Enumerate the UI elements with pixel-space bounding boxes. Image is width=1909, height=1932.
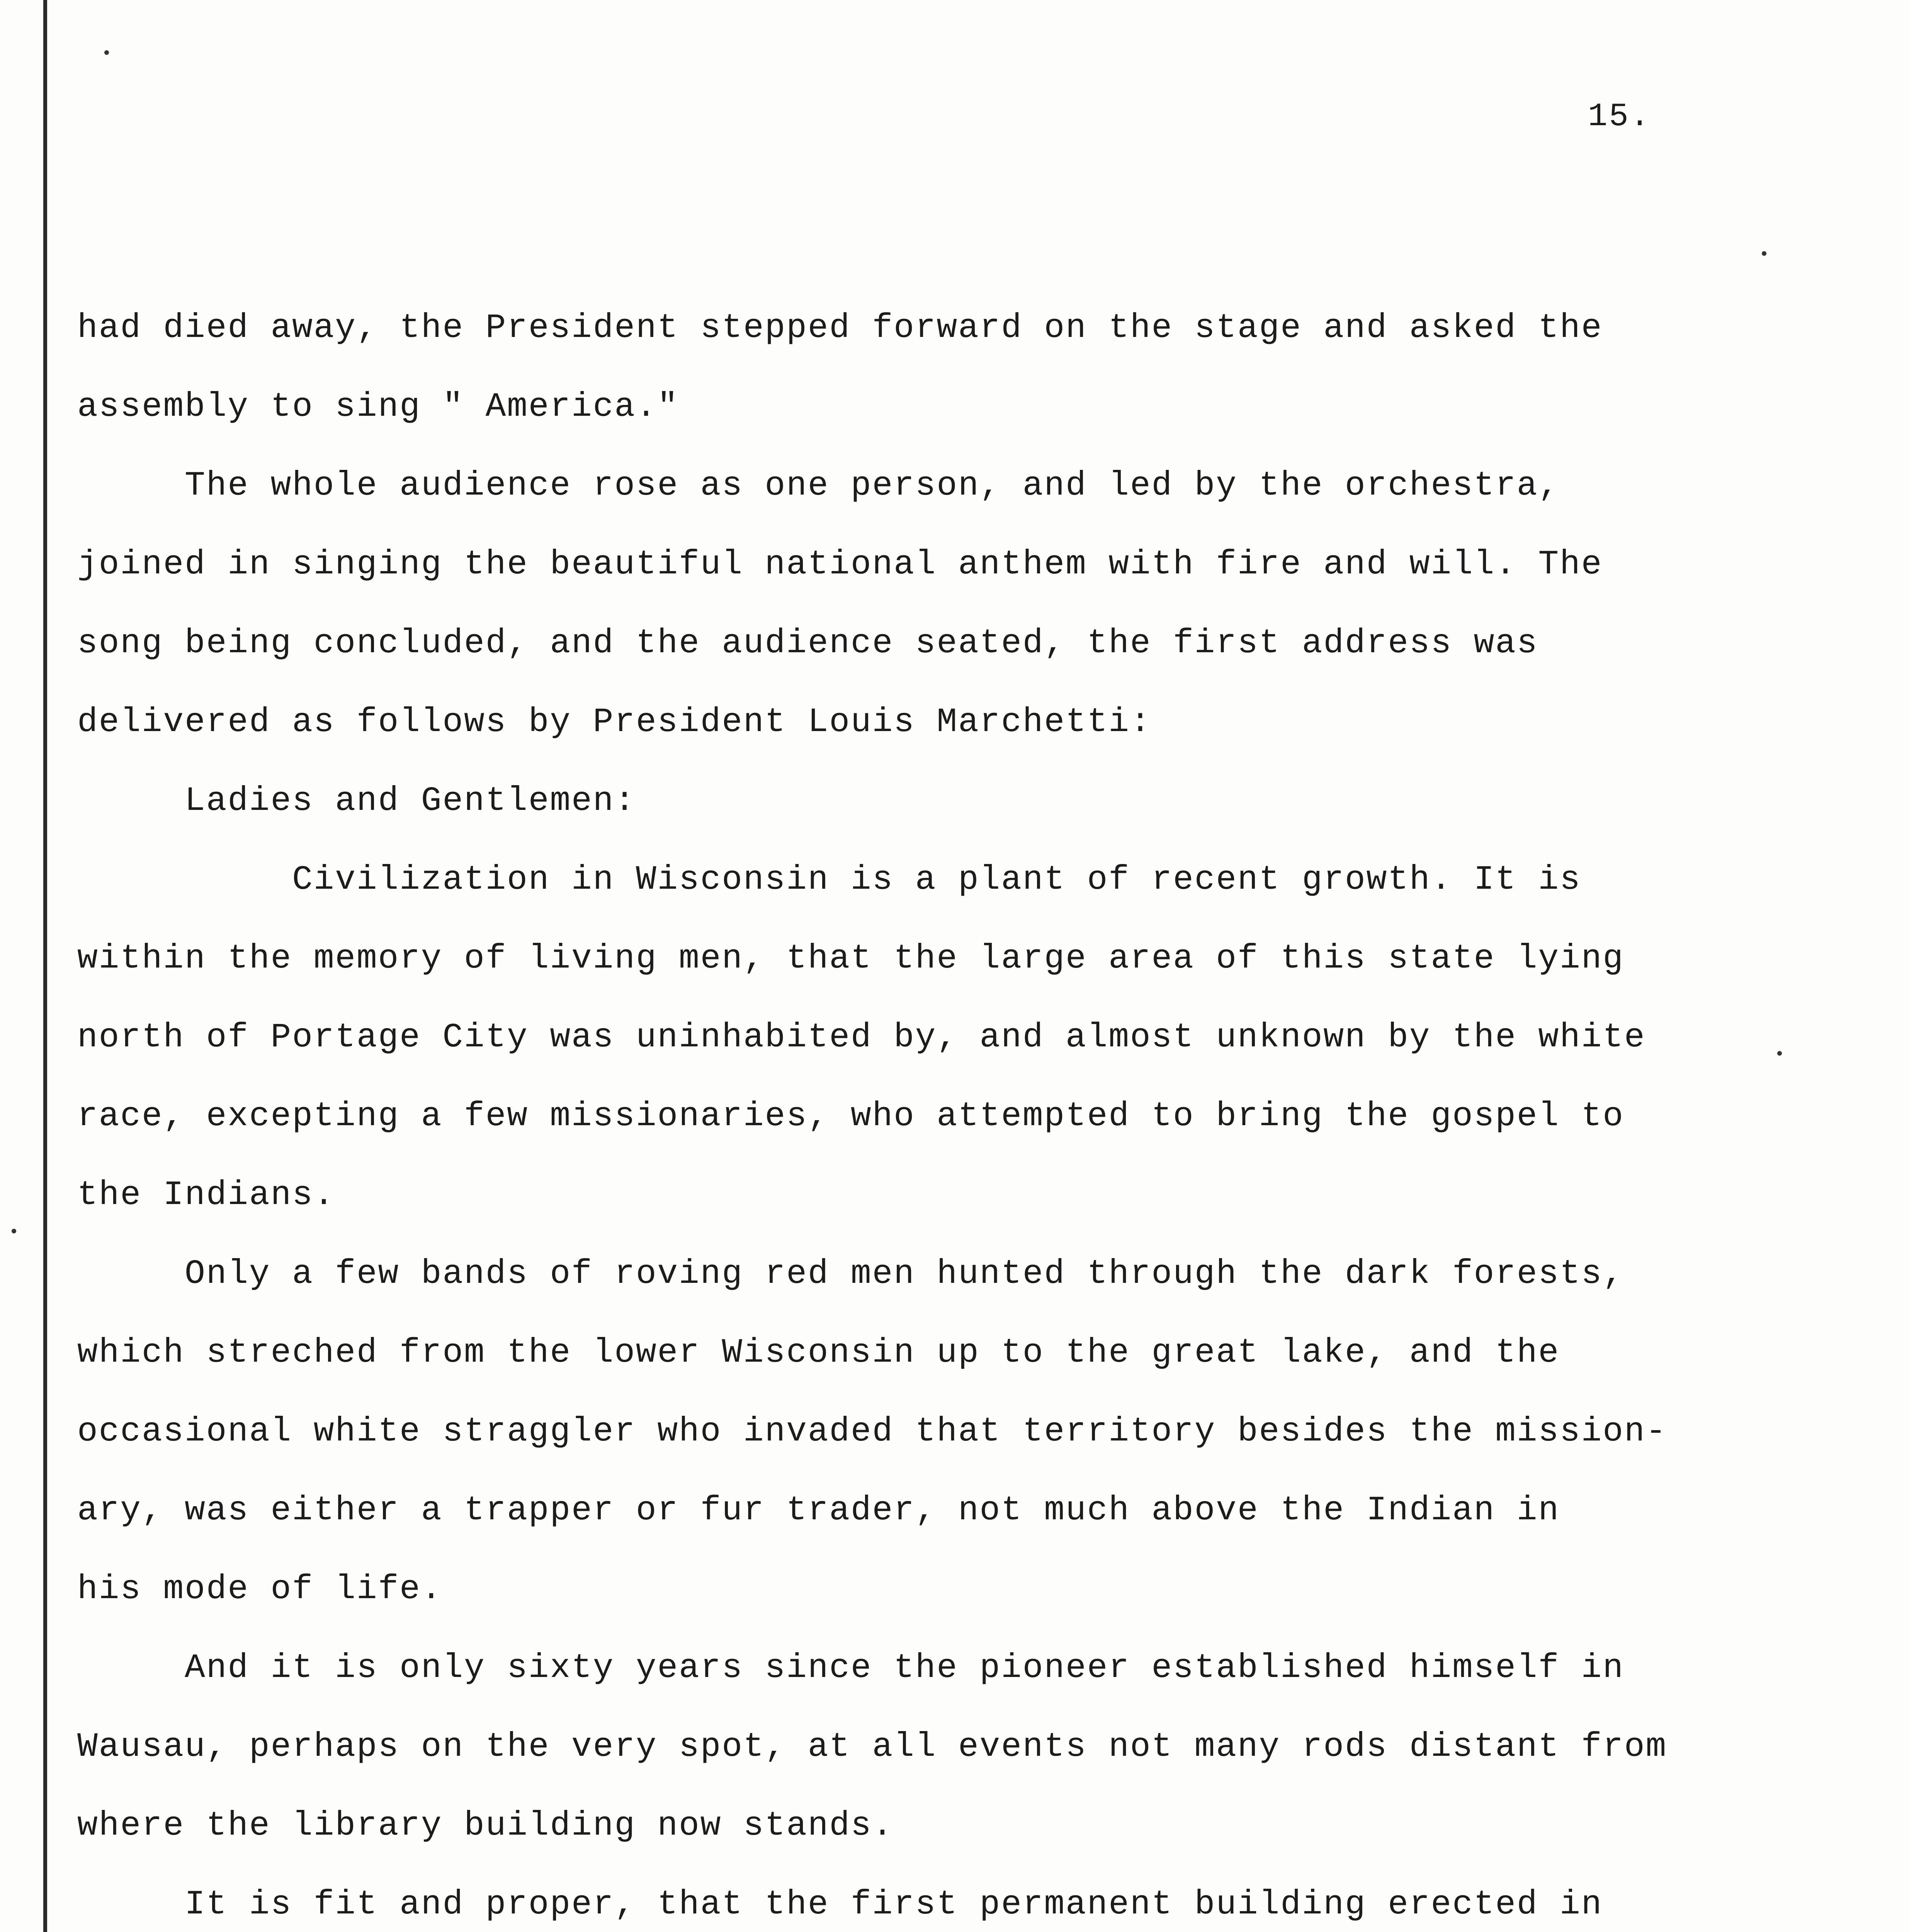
page-number: 15. <box>1588 99 1651 135</box>
paper-speck <box>1762 251 1766 256</box>
text-line: Civilization in Wisconsin is a plant of recent growth. It is <box>77 861 1581 899</box>
text-line: The whole audience rose as one person, and led by the orchestra, <box>77 467 1560 505</box>
text-line: which streched from the lower Wisconsin up to the great lake, and the <box>77 1334 1560 1372</box>
left-margin-rule <box>43 0 47 1932</box>
text-line: within the memory of living men, that the large area of this state lying <box>77 940 1624 978</box>
text-line: Ladies and Gentlemen: <box>77 782 636 820</box>
text-line: race, excepting a few missionaries, who attempted to bring the gospel to <box>77 1097 1624 1136</box>
text-line: occasional white straggler who invaded that territory besides the mission- <box>77 1413 1668 1451</box>
text-line: north of Portage City was uninhabited by, and almost unknown by the white <box>77 1019 1646 1057</box>
text-line: ary, was either a trapper or fur trader, not much above the Indian in <box>77 1492 1560 1530</box>
text-line: his mode of life. <box>77 1570 443 1609</box>
text-line: Only a few bands of roving red men hunted through the dark forests, <box>77 1255 1624 1293</box>
text-line: joined in singing the beautiful national anthem with fire and will. The <box>77 546 1603 584</box>
text-line: had died away, the President stepped forward on the stage and asked the <box>77 309 1603 347</box>
paper-speck <box>12 1229 16 1233</box>
paper-speck <box>1777 1051 1782 1056</box>
text-line: where the library building now stands. <box>77 1807 894 1845</box>
text-line: It is fit and proper, that the first permanent building erected in <box>77 1886 1603 1924</box>
text-line: And it is only sixty years since the pioneer established himself in <box>77 1649 1624 1687</box>
text-line: song being concluded, and the audience seated, the first address was <box>77 624 1538 663</box>
paper-speck <box>104 50 109 55</box>
text-line: assembly to sing " America." <box>77 388 679 426</box>
text-line: the Indians. <box>77 1176 335 1214</box>
text-line: delivered as follows by President Louis Marchetti: <box>77 703 1152 742</box>
text-line: Wausau, perhaps on the very spot, at all events not many rods distant from <box>77 1728 1668 1766</box>
